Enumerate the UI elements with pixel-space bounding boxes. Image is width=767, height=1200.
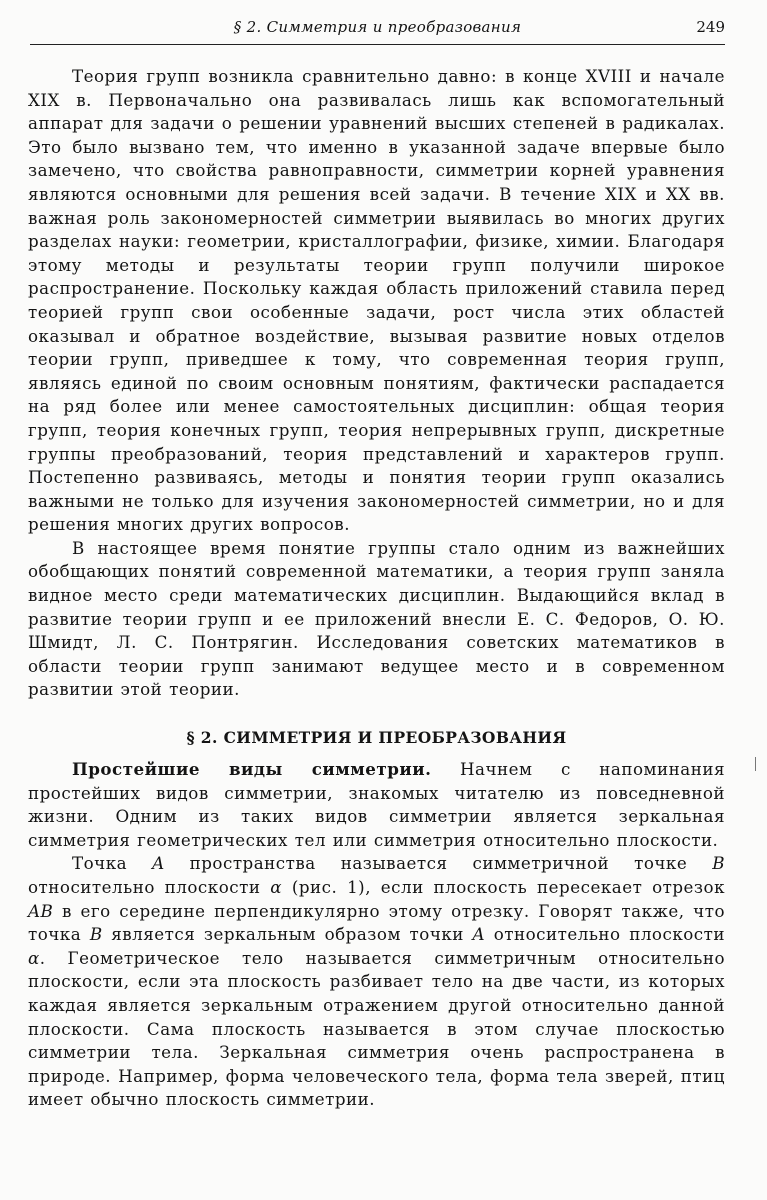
page-number: 249 bbox=[696, 18, 725, 36]
text-run: в его середине перпендикулярно этому отрезку. Говорят также, что точка bbox=[28, 900, 725, 945]
subsection-paragraph bbox=[28, 758, 725, 852]
margin-mark bbox=[755, 757, 756, 771]
math-variable: α bbox=[270, 877, 283, 897]
page-body bbox=[28, 65, 725, 1112]
definition-paragraph bbox=[28, 852, 725, 1112]
subsection-title: Простейшие виды симметрии. bbox=[72, 759, 432, 780]
math-variable: B bbox=[712, 853, 725, 874]
text-run: относительно плоскости bbox=[485, 924, 725, 945]
text-run: . Геометрическое тело называется симметричным относительно плоскости, если эта плоскость разбивает тело на две части, из которых каждая является зеркальным отражением другой относительно данной плоскости. Сама плоскость называется в этом случае плоскостью симметрии тела. Зеркальная симметрия очень распространена в природе. Например, форма человеческого тела, форма тела зверей, птиц имеет обычно плоскость симметрии. bbox=[28, 947, 725, 1110]
text-run: относительно плоскости bbox=[28, 877, 271, 897]
math-variable: AB bbox=[28, 900, 54, 921]
text-run: пространства называется симметричной точке bbox=[164, 853, 713, 874]
section-heading: § 2. СИММЕТРИЯ И ПРЕОБРАЗОВАНИЯ bbox=[186, 728, 567, 748]
text-run: является зеркальным образом точки bbox=[102, 924, 473, 945]
text-run: (рис. 1), если плоскость пересекает отрезок bbox=[282, 877, 726, 897]
math-variable: α bbox=[28, 947, 40, 968]
running-title: § 2. Симметрия и преобразования bbox=[233, 18, 522, 36]
text-run: Точка bbox=[72, 853, 153, 874]
math-variable: A bbox=[472, 924, 486, 945]
body-paragraph: В настоящее время понятие группы стало одним из важнейших обобщающих понятий современной математики, а теория групп заняла видное место среди математических дисциплин. Выдающийся вклад в развитие теории групп и ее приложений внесли Е. С. Федоров, О. Ю. Шмидт, Л. С. Понтрягин. Исследования советских математиков в области теории групп занимают ведущее место и в современном развитии этой теории. bbox=[28, 537, 725, 700]
math-variable: B bbox=[89, 924, 103, 945]
page-header bbox=[30, 14, 725, 45]
body-paragraph: Теория групп возникла сравнительно давно: в конце XVIII и начале XIX в. Первоначально она развивалась лишь как вспомогательный аппарат для задачи о решении уравнений высших степеней в радикалах. Это было вызвано тем, что именно в указанной задаче впервые было замечено, что свойства равноправности, симметрии корней уравнения являются основными для решения всей задачи. В течение XIX и XX вв. важная роль закономерностей симметрии выявилась во многих других разделах науки: геометрии, кристаллографии, физике, химии. Благодаря этому методы и результаты теории групп получили широкое распространение. Поскольку каждая область приложений ставила перед теорией групп свои особенные задачи, рост числа этих областей оказывал и обратное воздействие, вызывая развитие новых отделов теории групп, приведшее к тому, что современная теория групп, являясь единой по своим основным понятиям, фактически распадается на ряд более или менее самостоятельных дисциплин: общая теория групп, теория конечных групп, теория непрерывных групп, дискретные группы преобразований, теория представлений и характеров групп. Постепенно развиваясь, методы и понятия теории групп оказались важными не только для изучения закономерностей симметрии, но и для решения многих других вопросов. bbox=[28, 66, 725, 535]
math-variable: A bbox=[152, 853, 165, 874]
subsection-text: Начнем с напоминания простейших видов симметрии, знакомых читателю из повседневной жизни. Одним из таких видов симметрии является зеркальная симметрия геометрических тел или симметрия относительно плоскости. bbox=[28, 759, 725, 850]
